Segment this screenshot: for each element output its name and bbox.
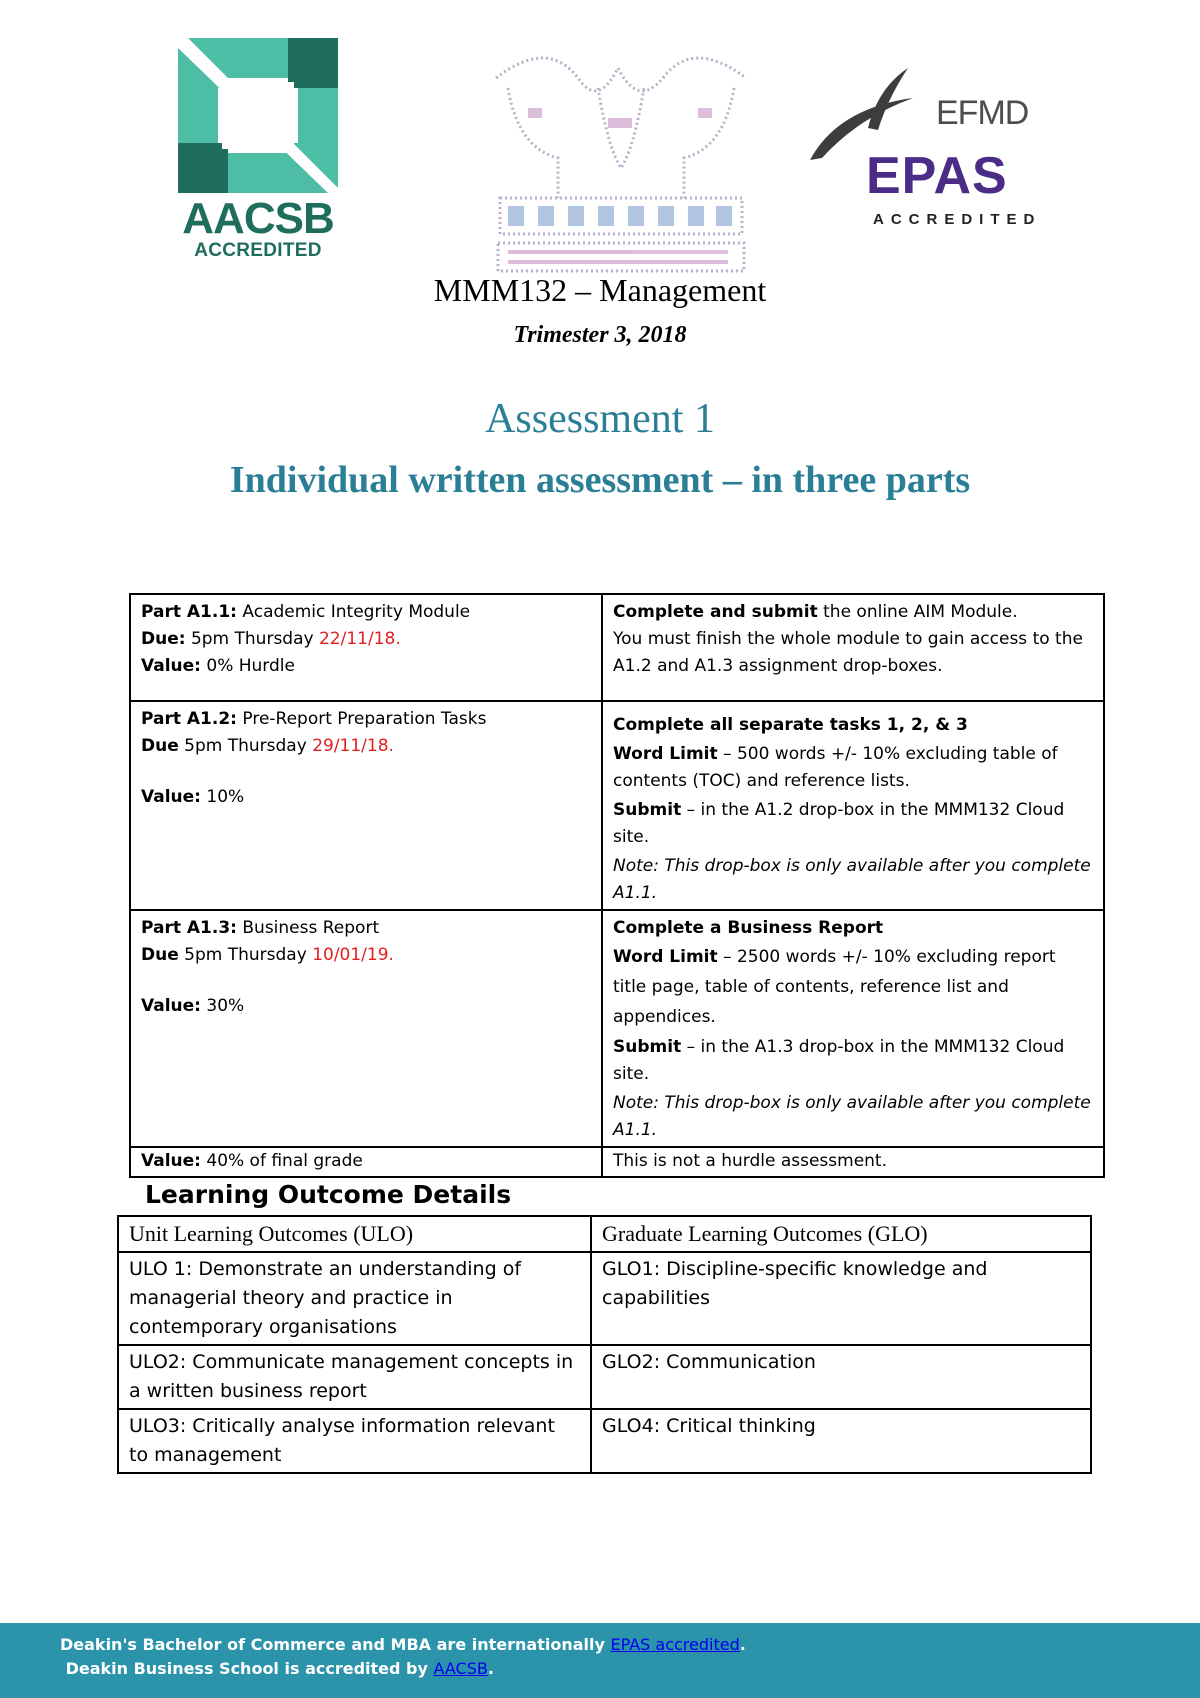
table-row-total	[130, 1147, 1104, 1177]
dropbox-note: Note: This drop-box is only available after you complete A1.1.	[613, 1093, 1091, 1140]
submit-text: – in the A1.2 drop-box in the MMM132 Cloud site.	[613, 800, 1065, 847]
table-header-row	[118, 1216, 1091, 1252]
part-name: Pre-Report Preparation Tasks	[236, 709, 487, 729]
ulo-column-header: Unit Learning Outcomes (ULO)	[118, 1216, 591, 1252]
word-limit-label: Word Limit	[613, 947, 718, 967]
due-time: 5pm Thursday	[178, 736, 313, 756]
due-date: 22/11/18.	[318, 629, 401, 649]
glo-cell: GLO4: Critical thinking	[591, 1409, 1091, 1473]
university-crest	[488, 48, 754, 278]
requirement-heading: Complete and submit	[613, 602, 818, 622]
epas-tagline: ACCREDITED	[873, 211, 1042, 228]
footer-line2: Deakin Business School is accredited by	[65, 1659, 434, 1678]
requirement-cell	[602, 701, 1104, 910]
part-cell	[130, 910, 602, 1147]
learning-outcomes-table	[117, 1215, 1092, 1474]
assessment-table	[129, 593, 1105, 1178]
word-limit-label: Word Limit	[613, 744, 718, 764]
requirement-note: You must finish the whole module to gain access to the A1.2 and A1.3 assignment drop-boxes.	[613, 629, 1083, 676]
glo-column-header: Graduate Learning Outcomes (GLO)	[591, 1216, 1091, 1252]
requirement-heading: Complete all separate tasks 1, 2, & 3	[613, 715, 968, 735]
due-date: 29/11/18.	[312, 736, 394, 756]
submit-label: Submit	[613, 1037, 682, 1057]
dropbox-note: Note: This drop-box is only available after you complete A1.1.	[613, 856, 1091, 903]
aacsb-tagline: ACCREDITED	[194, 240, 322, 261]
ulo-cell: ULO2: Communicate management concepts in a written business report	[118, 1345, 591, 1409]
aacsb-emblem-icon	[178, 38, 338, 193]
efmd-epas-logo	[808, 68, 1040, 233]
efmd-wordmark: EFMD	[936, 94, 1029, 132]
course-title: MMM132 – Management	[433, 272, 767, 308]
ulo-cell: ULO3: Critically analyse information relevant to management	[118, 1409, 591, 1473]
footer-line1: Deakin's Bachelor of Commerce and MBA are internationally	[60, 1635, 611, 1654]
total-value-cell	[130, 1147, 602, 1177]
table-row	[118, 1252, 1091, 1345]
value-label: Value:	[141, 787, 201, 807]
aacsb-link[interactable]: AACSB	[433, 1659, 488, 1678]
assessment-title: Assessment 1	[485, 396, 715, 442]
epas-accredited-link[interactable]: EPAS accredited	[610, 1635, 740, 1654]
part-label: Part A1.2:	[141, 709, 237, 729]
value-text: 0% Hurdle	[200, 656, 295, 676]
footer-line2-end: .	[487, 1659, 494, 1678]
glo-cell: GLO2: Communication	[591, 1345, 1091, 1409]
table-row	[130, 910, 1104, 1147]
value-label: Value:	[141, 656, 201, 676]
value-text: 10%	[200, 787, 245, 807]
due-date: 10/01/19.	[312, 945, 394, 965]
term-label: Trimester 3, 2018	[513, 322, 687, 348]
glo-cell: GLO1: Discipline-specific knowledge and capabilities	[591, 1252, 1091, 1345]
requirement-text: the online AIM Module.	[817, 602, 1018, 622]
requirement-cell	[602, 910, 1104, 1147]
value-text: 30%	[200, 996, 245, 1016]
epas-wordmark: EPAS	[866, 147, 1008, 205]
total-value: 40% of final grade	[200, 1151, 363, 1171]
table-row	[130, 701, 1104, 910]
part-cell	[130, 701, 602, 910]
footer-text	[60, 1633, 746, 1681]
table-row	[118, 1409, 1091, 1473]
due-time: 5pm Thursday	[185, 629, 319, 649]
aacsb-logo	[178, 38, 338, 261]
due-label: Due	[141, 945, 179, 965]
footer-line1-end: .	[739, 1635, 746, 1654]
due-time: 5pm Thursday	[178, 945, 313, 965]
crest-icon	[488, 48, 754, 278]
table-row	[130, 594, 1104, 701]
due-label: Due	[141, 736, 179, 756]
submit-text: – in the A1.3 drop-box in the MMM132 Cloud site.	[613, 1037, 1065, 1084]
assessment-subtitle: Individual written assessment – in three parts	[229, 459, 971, 501]
value-label: Value:	[141, 996, 201, 1016]
word-limit-text: – 500 words +/- 10% excluding table of contents (TOC) and reference lists.	[613, 744, 1058, 791]
part-name: Academic Integrity Module	[236, 602, 471, 622]
part-label: Part A1.1:	[141, 602, 237, 622]
learning-outcomes-heading: Learning Outcome Details	[145, 1180, 512, 1209]
aacsb-wordmark: AACSB	[182, 194, 334, 243]
value-label: Value:	[141, 1151, 201, 1171]
part-cell	[130, 594, 602, 701]
ulo-cell: ULO 1: Demonstrate an understanding of managerial theory and practice in contemporary organisations	[118, 1252, 591, 1345]
requirement-heading: Complete a Business Report	[613, 918, 884, 938]
hurdle-note: This is not a hurdle assessment.	[602, 1147, 1104, 1177]
table-row	[118, 1345, 1091, 1409]
part-label: Part A1.3:	[141, 918, 237, 938]
part-name: Business Report	[236, 918, 380, 938]
due-label: Due:	[141, 629, 186, 649]
requirement-cell	[602, 594, 1104, 701]
word-limit-text: – 2500 words +/- 10% excluding report title page, table of contents, reference list and appendices.	[613, 947, 1056, 1027]
submit-label: Submit	[613, 800, 682, 820]
